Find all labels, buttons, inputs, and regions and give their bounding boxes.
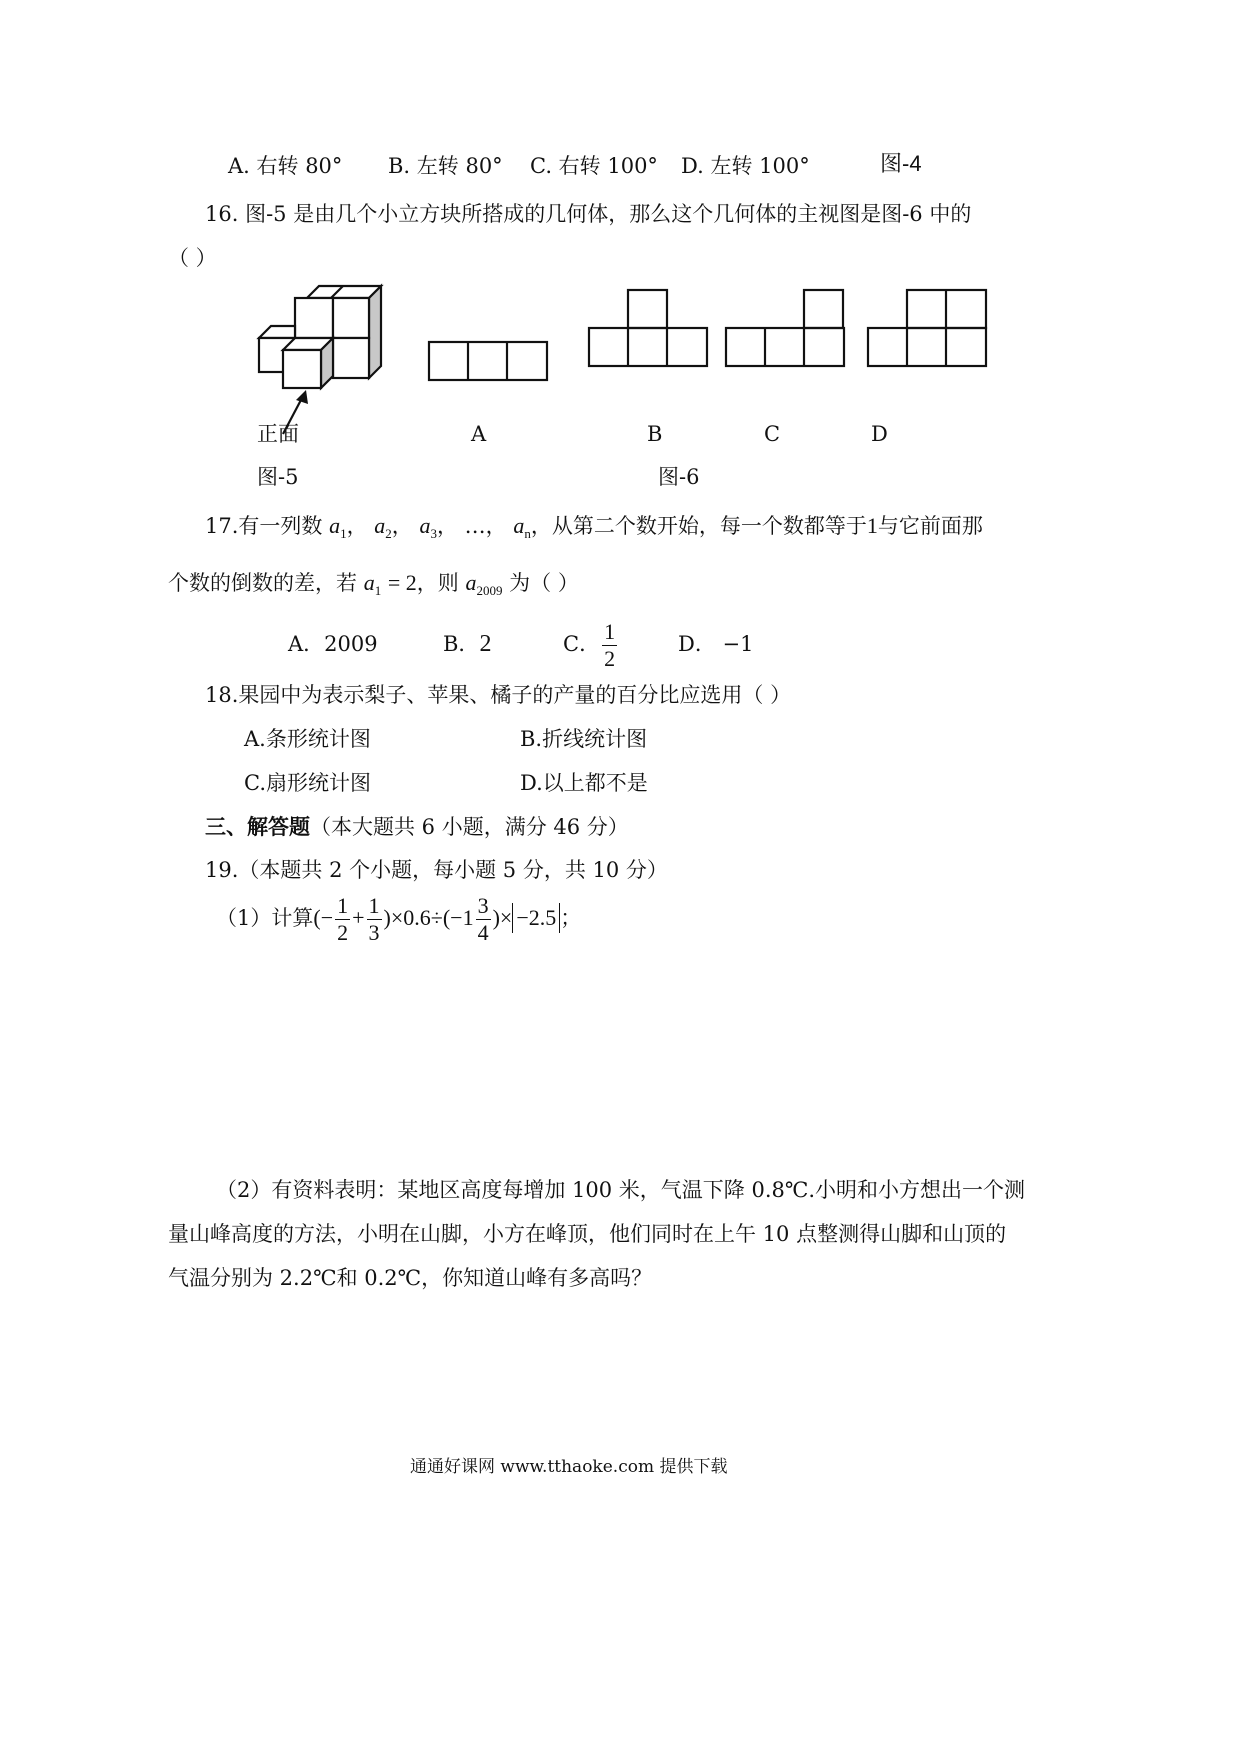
cube-side-face [369, 286, 381, 378]
cube-top-face [259, 326, 295, 338]
q15-option-d: D. 左转 100° [681, 154, 810, 178]
figure-6-label-a: A [471, 422, 487, 446]
q18-option-c: C.扇形统计图 [244, 771, 371, 795]
q19-part1: （1）计算(− $\frac{1}{2}$ + $\frac{1}{3}$ )×0.6÷(−1 $\frac{3}{4}$ )× −2.5 ； [216, 893, 582, 946]
q18-option-a: A.条形统计图 [244, 727, 371, 751]
cube-front-face [333, 338, 369, 378]
figure-6-label-d: D [871, 422, 888, 446]
figure-6-option-d [866, 288, 988, 368]
q18-option-d: D.以上都不是 [520, 771, 648, 795]
q17-option-a: A．2009 [288, 632, 378, 656]
section-3-heading [205, 813, 629, 841]
q17-line1: 17.有一列数 $a_1$， $a_2$， $a_3$， …， $a_n$，从第二个数开始，每一个数都等于1与它前面那 [205, 513, 983, 541]
q16-blank: （ ） [168, 246, 217, 270]
q19-part2-line1: （2）有资料表明：某地区高度每增加 100 米，气温下降 0.8℃.小明和小方想出一个测 [216, 1178, 1026, 1202]
page-footer: 通通好课网 www.tthaoke.com 提供下载 [410, 1457, 728, 1477]
figure-6-label-c: C [764, 422, 781, 446]
figure-6-option-b [587, 288, 709, 368]
front-label: 正面 [257, 422, 299, 446]
q16-stem: 16. 图-5 是由几个小立方块所搭成的几何体，那么这个几何体的主视图是图-6 中的 [205, 202, 972, 226]
q17-option-d: D． −1 [678, 632, 754, 656]
q18-option-b: B.折线统计图 [520, 727, 648, 751]
q15-option-c: C. 右转 100° [530, 154, 658, 178]
q19-stem: 19.（本题共 2 个小题，每小题 5 分，共 10 分） [205, 858, 668, 882]
cube-front-face [333, 298, 369, 338]
q15-option-b: B. 左转 80° [388, 154, 503, 178]
q19-part2-line2: 量山峰高度的方法，小明在山脚，小方在峰顶，他们同时在上午 10 点整测得山脚和山顶的 [168, 1222, 1007, 1246]
figure-6-label: 图-6 [658, 465, 700, 489]
figure-5-label: 图-5 [257, 465, 299, 489]
figure-6-label-b: B [647, 422, 663, 446]
q18-stem: 18.果园中为表示梨子、苹果、橘子的产量的百分比应选用（ ） [205, 683, 792, 707]
q19-expression: (− $\frac{1}{2}$ + $\frac{1}{3}$ )×0.6÷(−1 $\frac{3}{4}$ )× −2.5 [313, 905, 560, 930]
cube-front-face [295, 298, 333, 338]
figure-4-label: 图-4 [880, 151, 922, 176]
figure-5-cubes [255, 282, 395, 422]
q17-option-c: C． $\frac{1}{2}$ [563, 619, 616, 671]
q15-option-a: A. 右转 80° [228, 154, 343, 178]
figure-6-option-c [724, 288, 846, 368]
figure-6-option-a [427, 340, 549, 382]
cube-front-face [283, 350, 321, 388]
section-3-title: 三、解答题 [205, 814, 310, 839]
q17-line2: 个数的倒数的差，若 $a_1 = 2$，则 $a_{2009}$ 为（ ） [168, 570, 579, 598]
q19-part2-line3: 气温分别为 2.2℃和 0.2℃，你知道山峰有多高吗？ [168, 1266, 653, 1290]
q17-option-b: B．2 [443, 631, 492, 657]
section-3-note: （本大题共 6 小题，满分 46 分） [310, 815, 629, 839]
